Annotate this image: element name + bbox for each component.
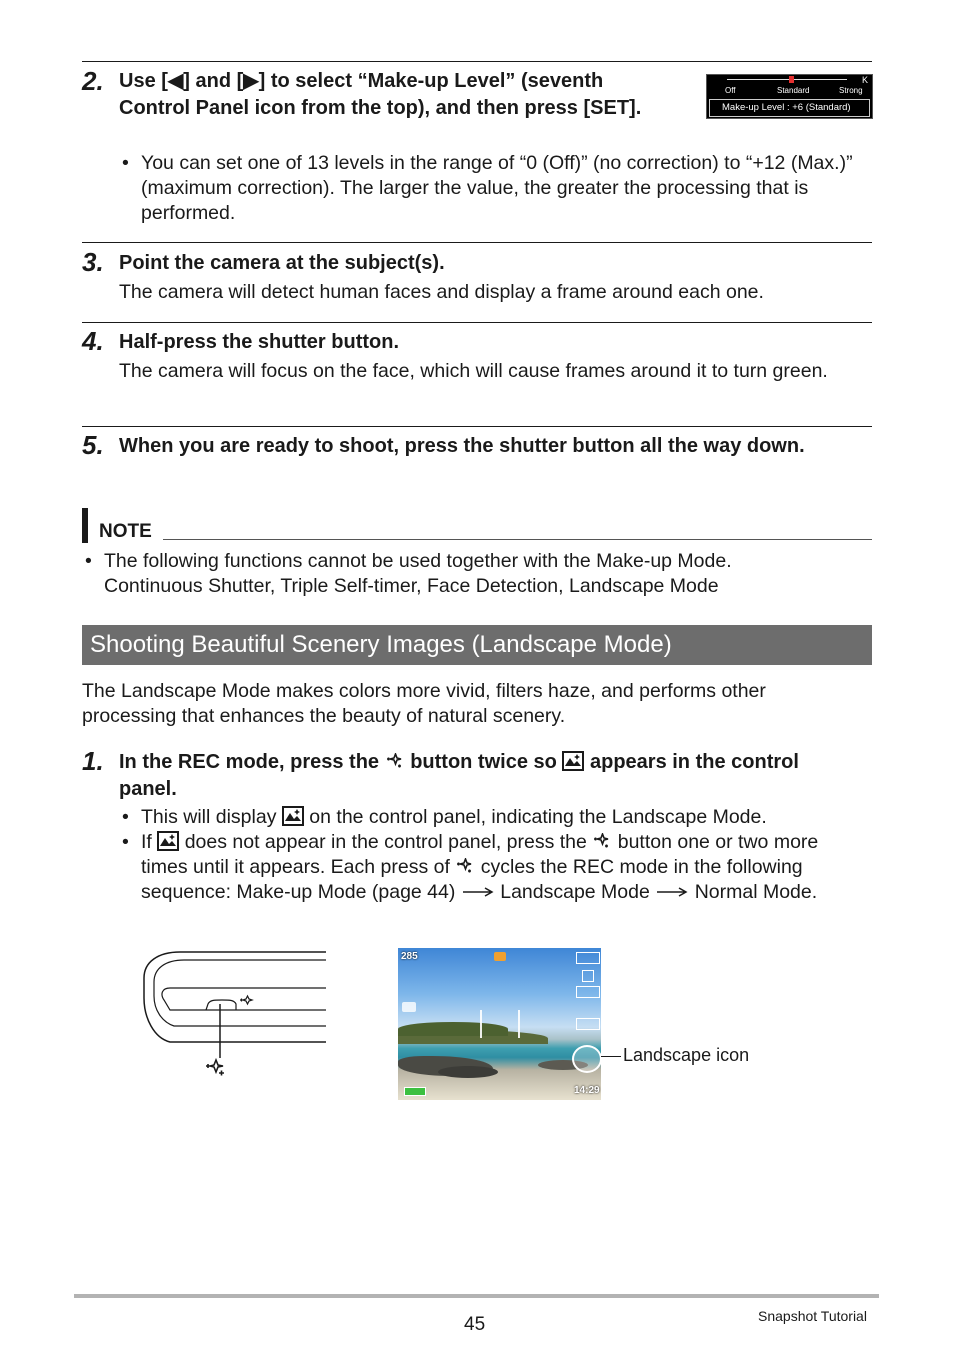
- bullet-text: cycles the REC mode in the following sequence: Make-up Mode (page 44): [141, 856, 803, 903]
- callout-label: Landscape icon: [623, 1045, 750, 1065]
- step-heading-text: button twice so: [410, 751, 557, 773]
- iso-icon: [576, 1018, 600, 1030]
- divider: [82, 242, 872, 243]
- flash-icon: [582, 970, 594, 982]
- camera-top-illustration: [140, 948, 330, 1088]
- camera-mode-icon: [494, 952, 506, 961]
- arrow-right-icon: [655, 886, 689, 898]
- note-rule: [163, 539, 872, 540]
- setting-icon: [576, 986, 600, 998]
- rocks: [438, 1066, 498, 1078]
- bullet-item: [119, 805, 859, 830]
- slider-thumb: [789, 76, 794, 83]
- step-body: The camera will focus on the face, which will cause frames around it to turn green.: [119, 360, 828, 382]
- label-off: Off: [725, 86, 736, 95]
- sparkle-mode-icon: [455, 858, 475, 876]
- landscape-icon: [562, 751, 584, 771]
- bullet-text: does not appear in the control panel, press the: [184, 831, 587, 853]
- footer-rule: [74, 1294, 879, 1298]
- battery-icon: [404, 1087, 426, 1096]
- step-heading-text: In the REC mode, press the: [119, 751, 380, 773]
- close-icon: K: [862, 75, 869, 85]
- level-caption: Make-up Level : +6 (Standard): [722, 102, 851, 113]
- step-heading: Use [◀] and [▶] to select “Make-up Level” (seventh Control Panel icon from the top), and then press [SET].: [119, 70, 642, 119]
- step-heading: [119, 749, 839, 803]
- bullet-dot: •: [122, 152, 129, 174]
- divider: [82, 426, 872, 427]
- step-heading: Point the camera at the subject(s).: [119, 252, 445, 274]
- bullet-text: button one or two more times until it appears. Each press of: [141, 831, 819, 878]
- divider: [82, 61, 872, 62]
- note-bar: [82, 508, 88, 543]
- camera-screen: [398, 948, 601, 1100]
- bullet-dot: •: [122, 806, 129, 828]
- step-number: 4.: [82, 326, 104, 356]
- landscape-mode-badge: [572, 1045, 601, 1073]
- image-size-icon: [576, 952, 600, 964]
- callout-line: [601, 1056, 621, 1057]
- step-heading: When you are ready to shoot, press the shutter button all the way down.: [119, 435, 805, 457]
- bullet-item: [119, 151, 869, 226]
- note-item: [82, 549, 872, 599]
- bullet-item: [119, 830, 839, 905]
- shot-count: 285: [401, 951, 418, 962]
- page-number: 45: [464, 1314, 486, 1335]
- bullet-text: Normal Mode.: [694, 881, 818, 903]
- level-caption-box: [709, 99, 870, 117]
- bullet-dot: •: [85, 550, 92, 572]
- section-title: Shooting Beautiful Scenery Images (Landscape Mode): [90, 631, 672, 658]
- step-body: The camera will detect human faces and display a frame around each one.: [119, 281, 764, 303]
- section-intro: The Landscape Mode makes colors more vivid, filters haze, and performs other processing that enhances the beauty of natural scenery.: [82, 680, 766, 727]
- clock-time: 14:29: [574, 1085, 600, 1096]
- step-heading: Half-press the shutter button.: [119, 331, 400, 353]
- footer-section: Snapshot Tutorial: [758, 1308, 867, 1324]
- bullet-text: on the control panel, indicating the Landscape Mode.: [309, 806, 767, 828]
- makeup-level-panel: [706, 74, 873, 119]
- step-number: 1.: [82, 746, 104, 776]
- step-number: 5.: [82, 430, 104, 460]
- label-strong: Strong: [839, 86, 863, 95]
- step-heading-text: appears in the control panel.: [119, 751, 799, 800]
- label-standard: Standard: [777, 86, 810, 95]
- bullet-text: If: [141, 831, 152, 853]
- level-slider: [727, 79, 847, 80]
- bullet-text: This will display: [141, 806, 277, 828]
- step-number: 2.: [82, 66, 104, 96]
- landscape-icon: [282, 806, 304, 826]
- bullet-text: You can set one of 13 levels in the range of “0 (Off)” (no correction) to “+12 (Max.)” (maximum correction). The larger the value, the greater the processing that is performed.: [141, 152, 853, 224]
- bullet-text: Landscape Mode: [500, 881, 650, 903]
- sparkle-mode-icon: [240, 996, 252, 1004]
- landscape-icon: [157, 831, 179, 851]
- divider: [82, 322, 872, 323]
- sparkle-mode-icon: [206, 1060, 224, 1076]
- sparkle-mode-icon: [592, 833, 612, 851]
- section-header: [82, 625, 872, 665]
- step-number: 3.: [82, 247, 104, 277]
- bullet-dot: •: [122, 831, 129, 853]
- sparkle-mode-icon: [385, 753, 405, 771]
- note-line: Continuous Shutter, Triple Self-timer, Face Detection, Landscape Mode: [104, 575, 719, 597]
- note-label: NOTE: [99, 521, 152, 542]
- arrow-right-icon: [461, 886, 495, 898]
- note-line: The following functions cannot be used together with the Make-up Mode.: [104, 550, 732, 572]
- camera-side-icon: [402, 1002, 416, 1012]
